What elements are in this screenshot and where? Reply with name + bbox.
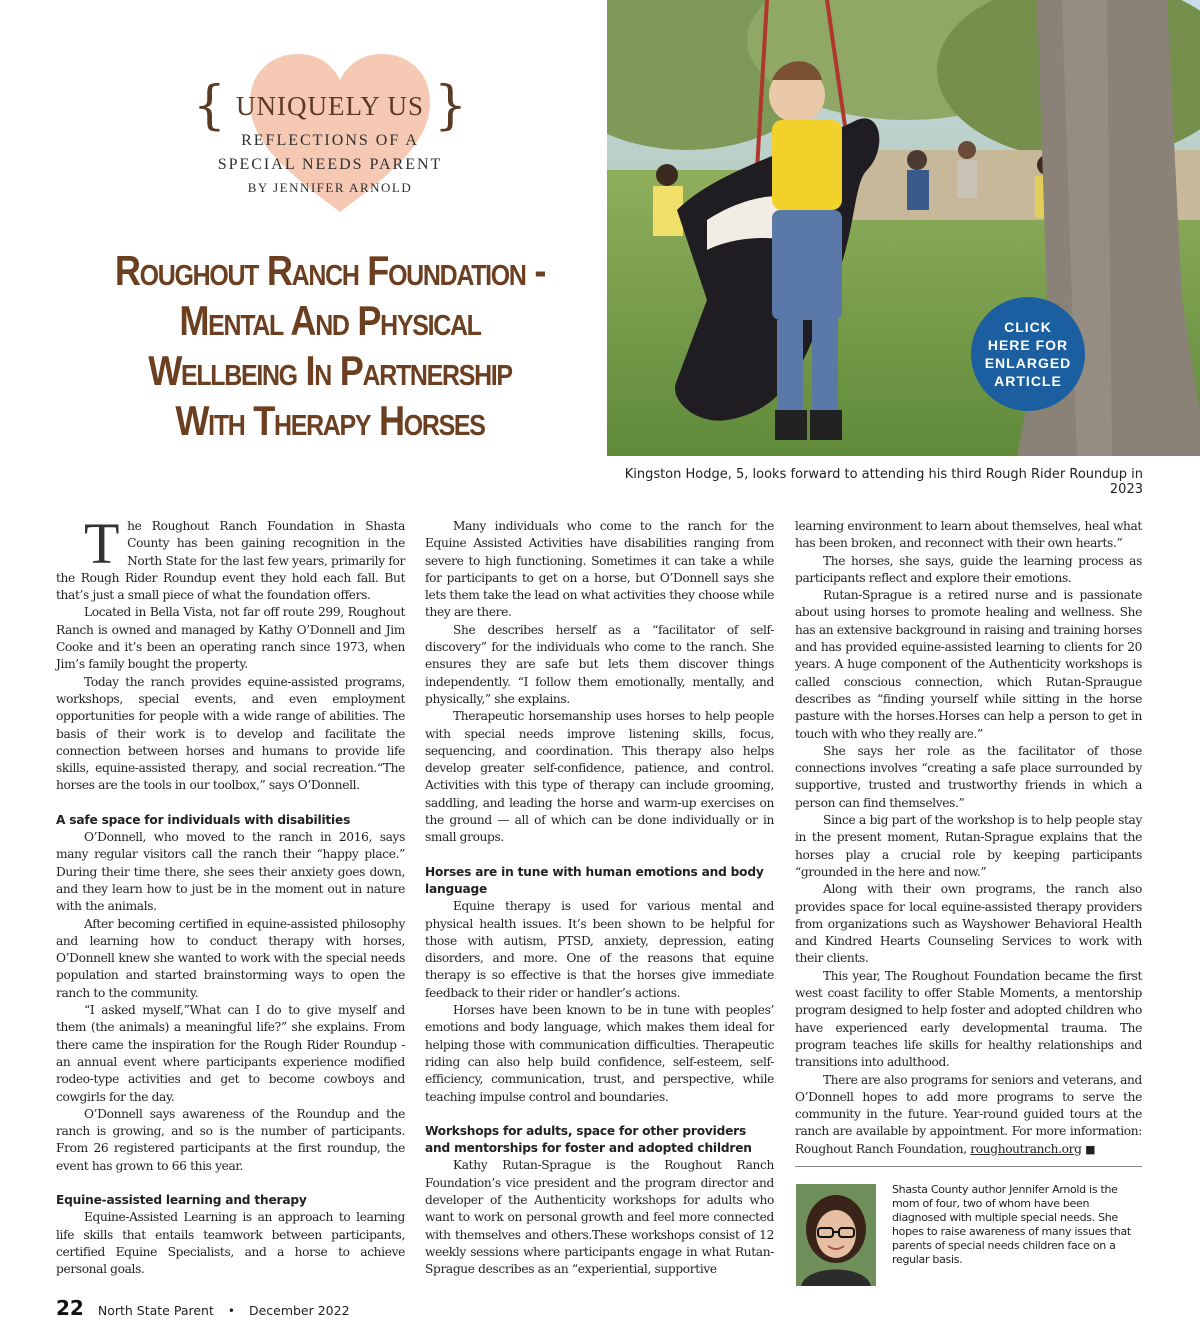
author-photo	[796, 1184, 876, 1286]
paragraph: learning environment to learn about themselves, heal what has been broken, and reconnect with their own hearts.”	[795, 519, 1142, 551]
badge-line2: HERE FOR	[987, 337, 1069, 353]
paragraph: She describes herself as a “facilitator of self-discovery” for the individuals who come to the ranch. She ensures they are safe but lets them discover things independently. “I follow them emotionally, mentally, and physically,” she explains.	[425, 622, 774, 706]
headline-line2: Mental And Physical	[179, 297, 481, 344]
publication-name: North State Parent	[97, 1303, 214, 1318]
section-heading: Workshops for adults, space for other providers and mentorships for foster and adopted children	[425, 1123, 752, 1156]
ranch-swing-illustration	[607, 0, 1200, 456]
column-subtitle-line1: REFLECTIONS OF A	[241, 132, 419, 149]
paragraph: Located in Bella Vista, not far off route 299, Roughout Ranch is owned and managed by Kathy O’Donnell and Jim Cooke and it’s been an operating ranch since 1973, when Jim’s family bought the property.	[56, 605, 405, 672]
paragraph: Today the ranch provides equine-assisted programs, workshops, special events, and even employment opportunities for people with a wide range of abilities. The basis of their work is to develop and facilitate the connection between horses and humans to provide life skills, equine-assisted therapy, and social recreation.“The horses are the tools in our toolbox,” says O’Donnell.	[56, 674, 405, 793]
website-link[interactable]: roughoutranch.org	[970, 1141, 1082, 1156]
column-title-row	[170, 76, 490, 136]
badge-line3: ENLARGED	[984, 355, 1072, 371]
paragraph: After becoming certified in equine-assisted philosophy and learning how to conduct therapy with horses, O’Donnell knew she wanted to work with the special needs population and started brainstorming ways to open the ranch to the community.	[56, 916, 405, 1000]
column-header	[170, 40, 490, 230]
enlarge-article-button[interactable]	[971, 297, 1085, 411]
hero-photo	[607, 0, 1200, 456]
paragraph: Equine-Assisted Learning is an approach to learning life skills that entails teamwork between participants, certified Equine Specialists, and a horse to achieve personal goals.	[56, 1210, 405, 1277]
issue-date: December 2022	[248, 1303, 350, 1318]
author-bio: Shasta County author Jennifer Arnold is the mom of four, two of whom have been diagnosed with multiple special needs. She hopes to raise awareness of many issues that parents of special needs children face on a regular basis.	[892, 1183, 1131, 1266]
paragraph: The horses, she says, guide the learning process as participants reflect and explore their emotions.	[795, 553, 1142, 585]
article-column-3	[795, 518, 1142, 1158]
paragraph: O’Donnell says awareness of the Roundup and the ranch is growing, and so is the number of participants. From 26 registered participants at the first roundup, the event has grown to 66 this year.	[56, 1106, 405, 1173]
drop-cap: T	[84, 511, 120, 576]
paragraph-text: There are also programs for seniors and veterans, and O’Donnell hopes to add more programs to serve the community in the future. Year-round guided tours at the ranch are available by appointment. For more information: Roughout Ranch Foundation,	[795, 1072, 1142, 1156]
divider	[795, 1166, 1142, 1167]
paragraph: This year, The Roughout Foundation became the first west coast facility to offer Stable Moments, a mentorship program designed to help foster and adopted children who have experienced early developmental trauma. The program teaches life skills for healthy relationships and transitions into adulthood.	[795, 968, 1142, 1070]
paragraph: O’Donnell, who moved to the ranch in 2016, says many regular visitors call the ranch their “happy place.” During their time there, she sees their anxiety goes down, and they learn how to just be in the moment out in nature with the animals.	[56, 830, 405, 914]
section-heading: Horses are in tune with human emotions and body language	[425, 864, 764, 896]
paragraph	[795, 1072, 1142, 1158]
footer-separator: •	[227, 1304, 235, 1318]
paragraph: Kathy Rutan-Sprague is the Roughout Ranch Foundation’s vice president and the program director and developer of the Authenticity workshops for adults who want to work on personal growth and feel more connected with themselves and others.These workshops consist of 12 weekly sessions where participants engage in what Rutan-Sprague describes as an “experiential, supportive	[425, 1158, 774, 1277]
article-column-2	[425, 518, 774, 1278]
paragraph: Therapeutic horsemanship uses horses to help people with special needs improve listening skills, focus, sequencing, and coordination. This therapy also helps develop greater self-confidence, patience, and control. Activities with this type of therapy can include grooming, saddling, and leading the horse and warm-up exercises on the ground — all of which can be done individually or in small groups.	[425, 709, 774, 845]
article-headline	[106, 246, 553, 446]
paragraph: Equine therapy is used for various mental and physical health issues. It’s been shown to be helpful for those with autism, PTSD, anxiety, depression, eating disorders, and more. One of the reasons that equine therapy is so effective is that the horses give immediate feedback to their rider or handler’s actions.	[425, 899, 774, 1000]
paragraph: Along with their own programs, the ranch also provides space for local equine-assisted therapy providers from organizations such as Wayshower Behavioral Health and Kindred Hearts Counseling Services to work with their clients.	[795, 882, 1142, 966]
article-column-1	[56, 511, 405, 1278]
column-title: UNIQUELY US	[235, 90, 425, 121]
headline-line1: Roughout Ranch Foundation -	[114, 247, 546, 294]
paragraph: She says her role as the facilitator of those connections involves “creating a safe place surrounded by supportive, trusted and trustworthy friends in which a person can find themselves.”	[795, 743, 1142, 810]
photo-caption: Kingston Hodge, 5, looks forward to attending his third Rough Rider Roundup in 2023	[624, 467, 1143, 497]
headline-line3: Wellbeing In Partnership	[148, 347, 512, 394]
paragraph: “I asked myself,”What can I do to give myself and them (the animals) a meaningful life?” she explains. From there came the inspiration for the Rough Rider Roundup - an annual event where participants experience modified rodeo-type activities and get to become cowboys and cowgirls for the day.	[56, 1003, 405, 1104]
badge-line4: ARTICLE	[994, 373, 1062, 389]
paragraph: Many individuals who come to the ranch for the Equine Assisted Activities have disabilities ranging from severe to high functioning. Sometimes it can take a while for participants to get on a horse, but O’Donnell says she lets them take the lead on what activities they choose while they are there.	[425, 519, 774, 620]
open-brace: {	[192, 76, 226, 136]
section-heading: Equine-assisted learning and therapy	[56, 1192, 307, 1207]
section-heading: A safe space for individuals with disabilities	[56, 812, 351, 827]
badge-line1: CLICK	[1004, 319, 1052, 335]
paragraph: Horses have been known to be in tune with peoples’ emotions and body language, which makes them ideal for helping those with communication difficulties. Therapeutic riding can also help build confidence, self-esteem, self-efficiency, communication, trust, and perspective, while teaching impulse control and boundaries.	[425, 1003, 774, 1104]
column-byline: BY JENNIFER ARNOLD	[247, 180, 413, 195]
page-number: 22	[56, 1296, 84, 1320]
headline-line4: With Therapy Horses	[175, 397, 485, 444]
paragraph: Since a big part of the workshop is to help people stay in the present moment, Rutan-Sprague explains that the horses play a crucial role by keeping participants “grounded in the here and now.”	[795, 813, 1142, 879]
paragraph: Rutan-Sprague is a retired nurse and is passionate about using horses to promote healing and wellness. She has an extensive background in raising and training horses and has provided equine-assisted learning to clients for 20 years. A huge component of the Authenticity workshops is called conscious connection, which Rutan-Spraugue describes as “finding yourself while sitting in the horse pasture with the horses.Horses can help a person to get in touch with who they really are.”	[795, 588, 1142, 741]
paragraph-text: he Roughout Ranch Foundation in Shasta County has been gaining recognition in the North State for the last few years, primarily for the Rough Rider Roundup event they hold each fall. But that’s just a small piece of what the foundation offers.	[56, 519, 405, 603]
author-portrait-icon	[796, 1184, 876, 1286]
close-brace: }	[434, 76, 468, 136]
end-mark-icon: ■	[1085, 1142, 1096, 1156]
column-subtitle-line2: SPECIAL NEEDS PARENT	[217, 156, 443, 173]
page-footer	[56, 1296, 350, 1320]
paragraph	[56, 511, 405, 604]
